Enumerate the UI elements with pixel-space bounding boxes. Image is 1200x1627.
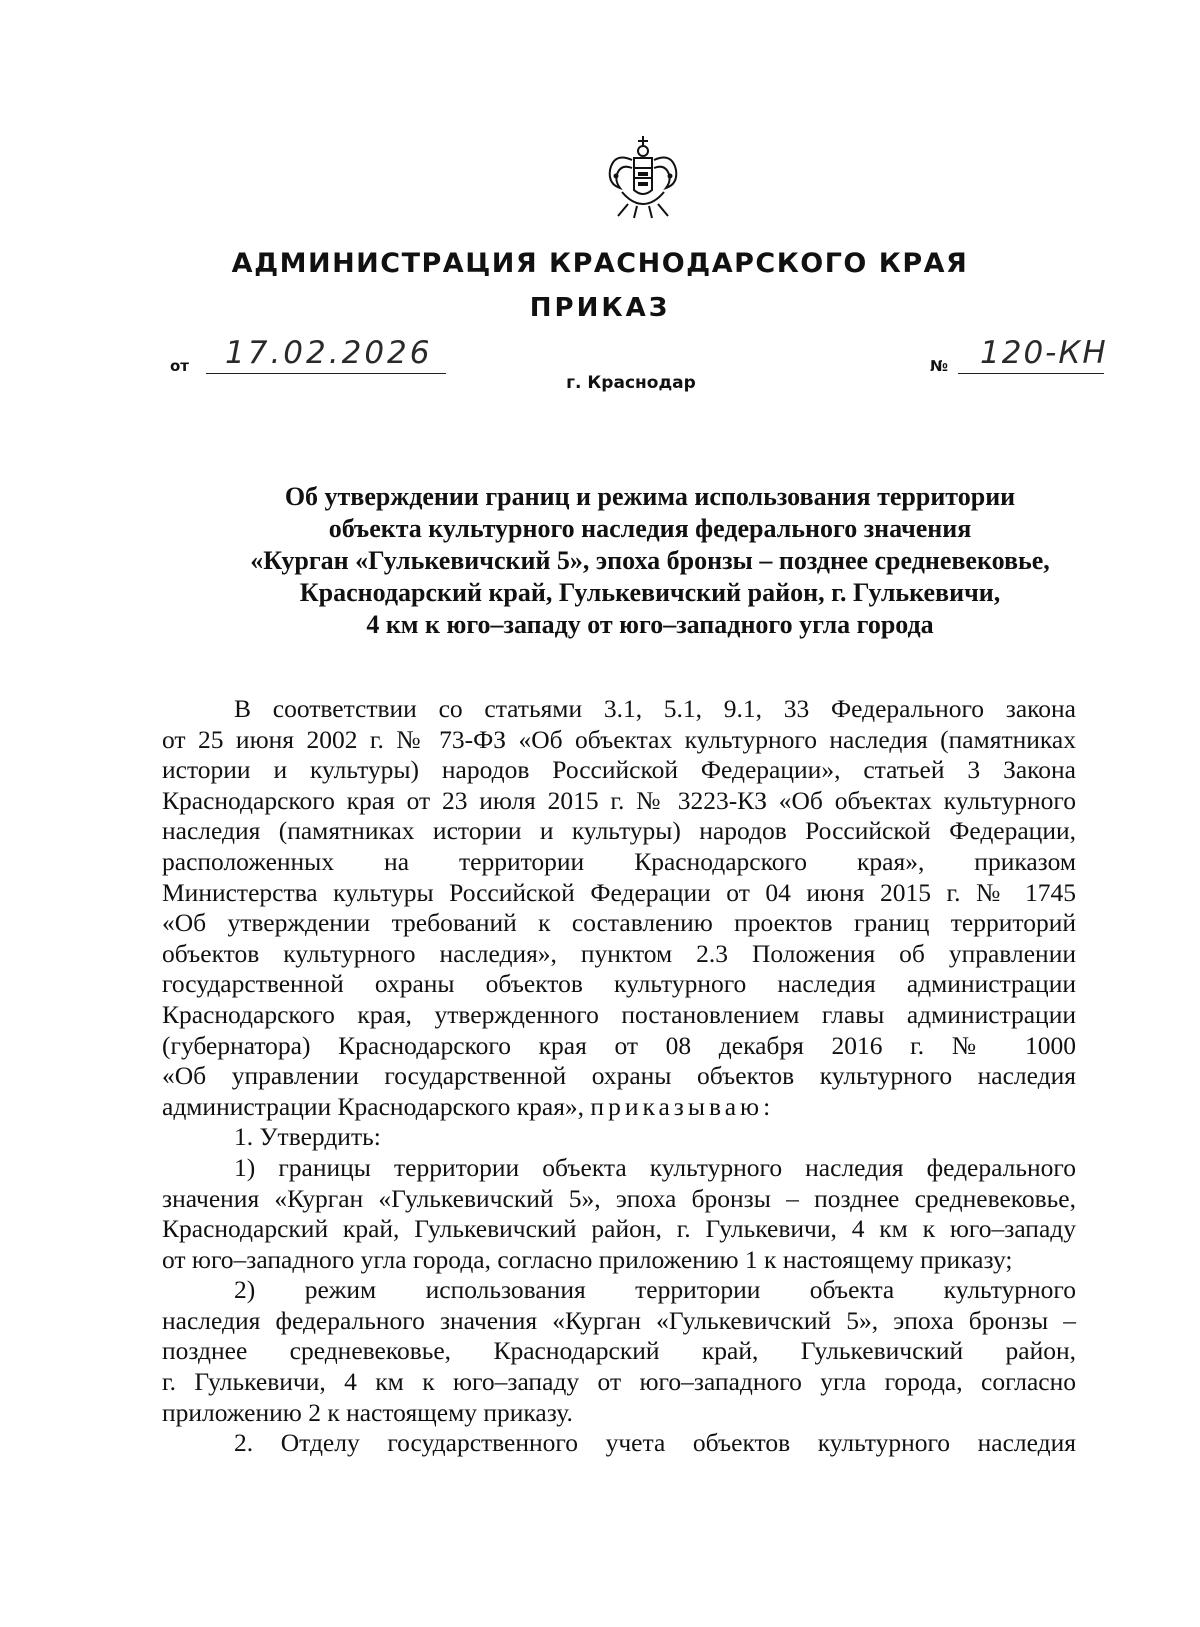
- organization-name: АДМИНИСТРАЦИЯ КРАСНОДАРСКОГО КРАЯ: [231, 248, 969, 279]
- preamble-line: наследия (памятниках истории и культуры) народов Российской Федерации,: [162, 816, 1076, 846]
- subject-line: «Курган «Гулькевичский 5», эпоха бронзы – позднее средневековье,: [250, 546, 1050, 575]
- item-1-2-line: позднее средневековье, Краснодарский край, Гулькевичский район,: [162, 1336, 1076, 1366]
- number-value: 120-КН: [980, 335, 1108, 371]
- date-label: от: [170, 357, 189, 375]
- document-body: [162, 694, 1076, 1459]
- preamble-line: «Об утверждении требований к составлению проектов границ территорий: [162, 908, 1076, 938]
- preamble-final-line: [162, 1092, 1076, 1123]
- item-1-1-line: Краснодарский край, Гулькевичский район, г. Гулькевичи, 4 км к юго–западу: [162, 1214, 1076, 1244]
- item-2-line: 2. Отделу государственного учета объектов культурного наследия: [234, 1428, 1076, 1458]
- subject-line: 4 км к юго–западу от юго–западного угла города: [366, 610, 934, 639]
- number-label: №: [930, 357, 949, 375]
- preamble-line: государственной охраны объектов культурного наследия администрации: [162, 969, 1076, 999]
- preamble-line: объектов культурного наследия», пунктом 2.3 Положения об управлении: [162, 938, 1076, 968]
- order-word: приказываю:: [590, 1091, 775, 1121]
- preamble-line: Краснодарского края, утвержденного постановлением главы администрации: [162, 999, 1076, 1029]
- item-1-1-line: значения «Курган «Гулькевичский 5», эпоха бронзы – позднее средневековье,: [162, 1183, 1076, 1213]
- subject-line: объекта культурного наследия федерального значения: [328, 514, 972, 543]
- item-1-heading: 1. Утвердить:: [234, 1122, 381, 1152]
- item-1-1-line: 1) границы территории объекта культурного наследия федерального: [234, 1152, 1076, 1182]
- preamble-line: от 25 июня 2002 г. № 73-ФЗ «Об объектах культурного наследия (памятниках: [162, 724, 1076, 754]
- preamble-line: истории и культуры) народов Российской Федерации», статьей 3 Закона: [162, 755, 1076, 785]
- subject-line: Краснодарский край, Гулькевичский район, г. Гулькевичи,: [299, 578, 1001, 607]
- preamble-line: В соответствии со статьями 3.1, 5.1, 9.1, 33 Федерального закона: [234, 694, 1076, 723]
- preamble-line: (губернатора) Краснодарского края от 08 декабря 2016 г. № 1000: [162, 1030, 1076, 1060]
- preamble-line: Министерства культуры Российской Федерации от 04 июня 2015 г. № 1745: [162, 877, 1076, 907]
- preamble-line: администрации Краснодарского края»,: [162, 1091, 585, 1121]
- preamble-line: расположенных на территории Краснодарского края», приказом: [162, 846, 1076, 876]
- document-subject: [150, 481, 1150, 641]
- city-name: г. Краснодар: [566, 373, 696, 393]
- document-type: ПРИКАЗ: [529, 293, 671, 323]
- date-value: 17.02.2026: [225, 335, 433, 371]
- item-1-2-line: 2) режим использования территории объекта культурного: [234, 1275, 1076, 1305]
- item-1-2-line: г. Гулькевичи, 4 км к юго–западу от юго–западного угла города, согласно: [162, 1367, 1076, 1397]
- item-1-2-line: приложению 2 к настоящему приказу.: [162, 1397, 573, 1427]
- preamble-line: Краснодарского края от 23 июля 2015 г. № 3223-КЗ «Об объектах культурного: [162, 785, 1076, 815]
- item-1-1-line: от юго–западного угла города, согласно приложению 1 к настоящему приказу;: [162, 1244, 1013, 1274]
- coat-of-arms-icon: [604, 132, 682, 222]
- subject-line: Об утверждении границ и режима использования территории: [284, 482, 1016, 511]
- item-1-2-line: наследия федерального значения «Курган «Гулькевичский 5», эпоха бронзы –: [162, 1305, 1076, 1335]
- preamble-line: «Об управлении государственной охраны объектов культурного наследия: [162, 1061, 1076, 1091]
